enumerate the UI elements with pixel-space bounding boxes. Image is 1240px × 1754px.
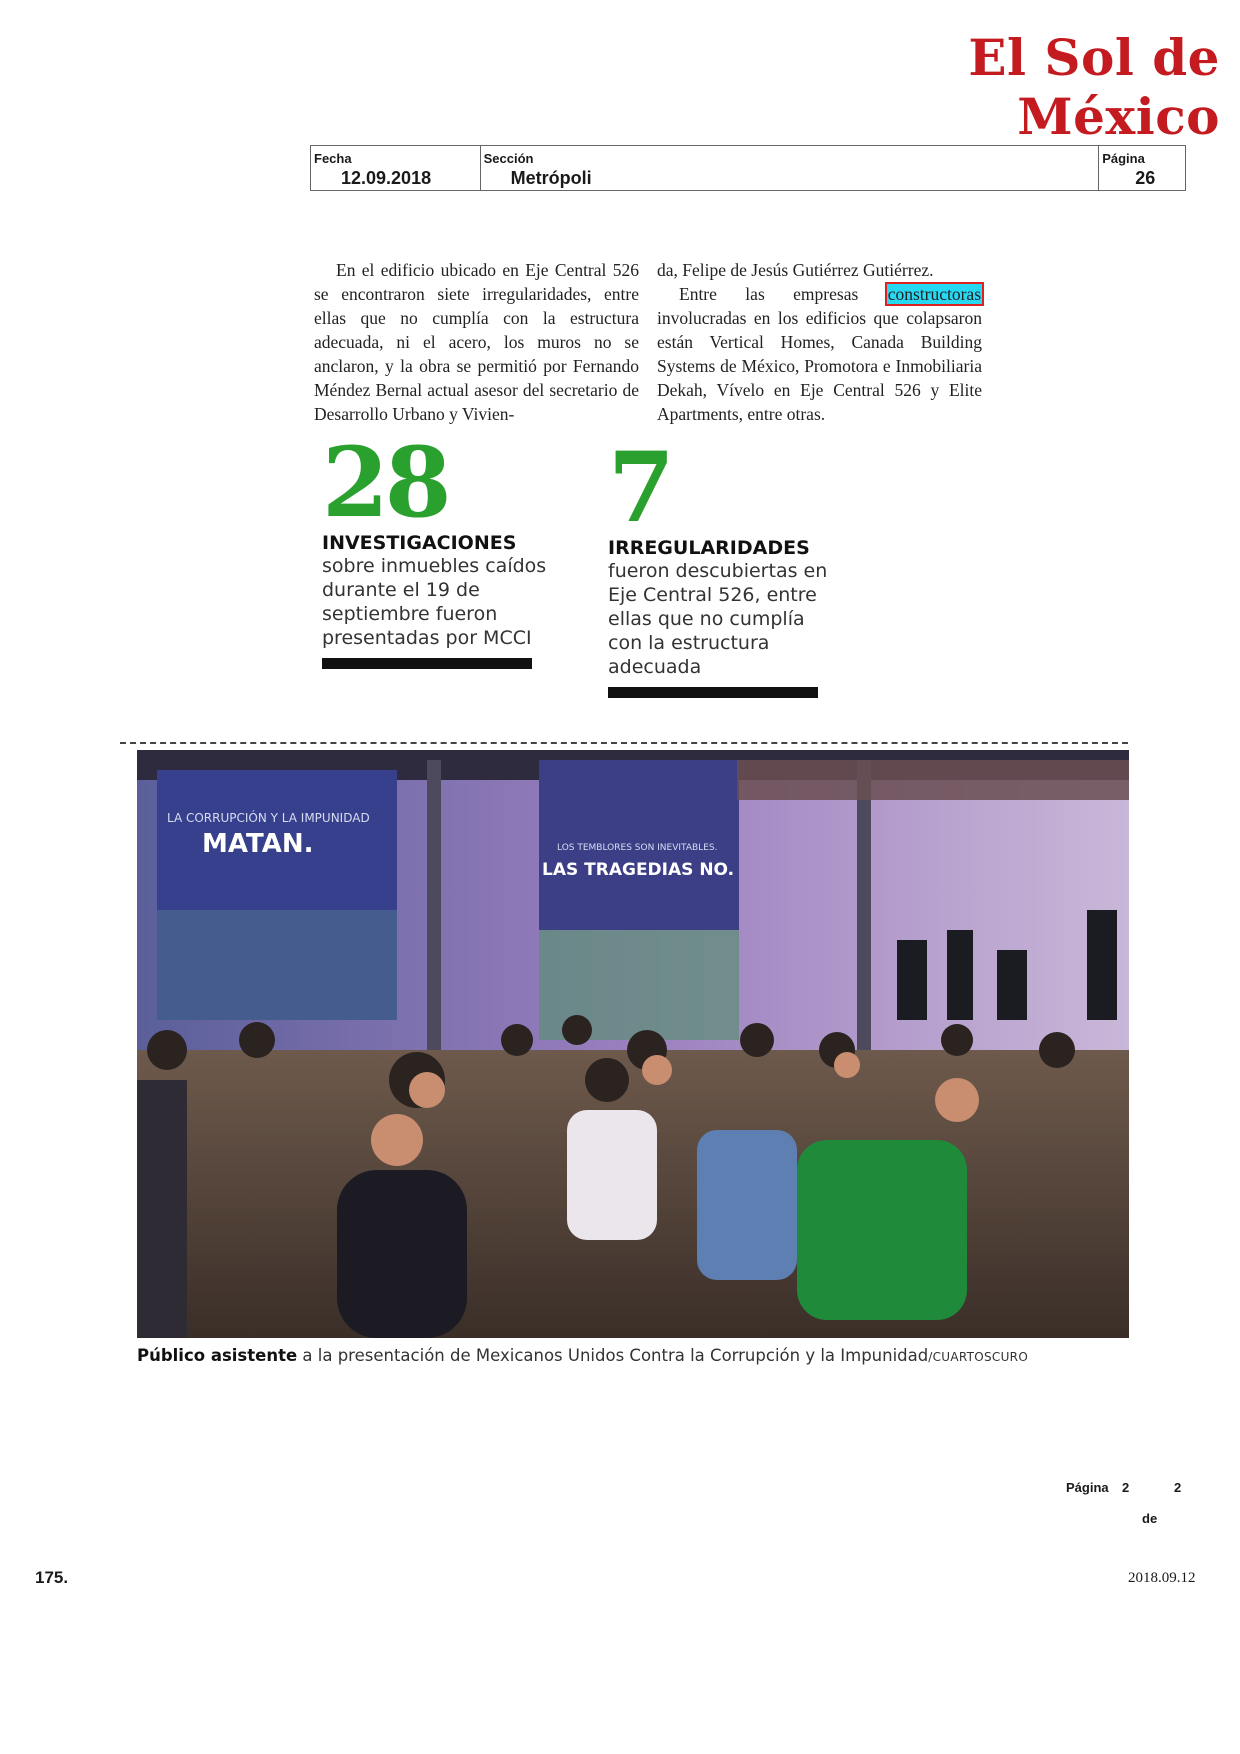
masthead-logo: El Sol de México bbox=[968, 28, 1220, 146]
banner-center-big-text: LAS TRAGEDIAS NO. bbox=[542, 860, 735, 880]
pagina-label: Página bbox=[1102, 151, 1145, 166]
stat-title: INVESTIGACIONES bbox=[322, 532, 517, 554]
pagina-value: 26 bbox=[1135, 168, 1156, 188]
paragraph-3-rest: involucradas en los edificios que colapsaron están Vertical Homes, Canada Building Systems de México, Promotora e Inmobiliaria Dekah, Vívelo en Eje Central 526 y Elite Apartments, entre otras. bbox=[657, 308, 982, 424]
footer-date: 2018.09.12 bbox=[1128, 1570, 1196, 1586]
stat-underline-bar bbox=[608, 687, 818, 698]
fecha-value: 12.09.2018 bbox=[341, 168, 432, 188]
attendee-green-jacket bbox=[797, 1140, 967, 1320]
caption-bold: Público asistente bbox=[137, 1346, 298, 1365]
banner-left-photo bbox=[157, 910, 397, 1020]
attendee-foreground bbox=[337, 1170, 467, 1338]
stat-number: 7 bbox=[608, 431, 671, 544]
photo-caption bbox=[137, 1346, 1028, 1365]
column-post bbox=[427, 760, 441, 1080]
stat-description: fueron descubiertas en Eje Central 526, entre ellas que no cumplía con la estructura adecuada bbox=[608, 560, 828, 678]
attendee-denim-jacket bbox=[697, 1130, 797, 1280]
pagina-cell bbox=[1099, 146, 1185, 190]
clipping-meta-table bbox=[310, 145, 1186, 191]
article-paragraph-3 bbox=[657, 282, 982, 426]
chair-row-left bbox=[137, 1080, 187, 1338]
seccion-value: Metrópoli bbox=[510, 168, 592, 188]
article-column-1 bbox=[314, 258, 639, 426]
caption-credit: /CUARTOSCURO bbox=[928, 1350, 1029, 1364]
footer-pagina-num: 2 bbox=[1122, 1480, 1130, 1495]
banner-left-big-text: MATAN. bbox=[202, 829, 314, 859]
stat-title: IRREGULARIDADES bbox=[608, 537, 810, 559]
seccion-label: Sección bbox=[483, 151, 534, 166]
column-post bbox=[857, 760, 871, 1070]
attendee-striped-shirt bbox=[567, 1110, 657, 1240]
article-paragraph-2: da, Felipe de Jesús Gutiérrez Gutiérrez. bbox=[657, 260, 934, 280]
article-column-2 bbox=[657, 258, 982, 426]
photo-top-rule bbox=[120, 742, 1128, 744]
banner-left-small-text: LA CORRUPCIÓN Y LA IMPUNIDAD bbox=[167, 811, 370, 825]
article-paragraph-1: En el edificio ubicado en Eje Central 526 se encontraron siete irregularidades, entre ellas que no cumplía con la estructura adecuada, ni el acero, los muros no se anclaron, y la obra se permitió por Fernando Méndez Bernal actual asesor del secretario de Desarrollo Urbano y Vivien- bbox=[314, 260, 639, 424]
caption-text: a la presentación de Mexicanos Unidos Contra la Corrupción y la Impunidad bbox=[297, 1346, 929, 1365]
event-photo bbox=[137, 750, 1129, 1338]
search-highlight: constructoras bbox=[887, 284, 982, 304]
footer-total-num: 2 bbox=[1174, 1480, 1182, 1495]
paragraph-3-start: Entre las empresas bbox=[679, 284, 859, 304]
stat-number: 28 bbox=[322, 426, 448, 539]
footer-de-label: de bbox=[1142, 1511, 1158, 1526]
stat-description: sobre inmuebles caídos durante el 19 de septiembre fueron presentadas por MCCI bbox=[322, 555, 547, 649]
event-photo-illustration bbox=[137, 750, 1129, 1338]
footer-pagina-label: Página bbox=[1066, 1480, 1109, 1495]
stat-underline-bar bbox=[322, 658, 532, 669]
stat-block-irregularidades bbox=[608, 431, 828, 698]
seccion-cell bbox=[481, 146, 1100, 190]
fecha-label: Fecha bbox=[314, 151, 352, 166]
fecha-cell bbox=[311, 146, 481, 190]
stat-block-investigaciones bbox=[322, 426, 547, 669]
banner-center-small-text: LOS TEMBLORES SON INEVITABLES. bbox=[557, 843, 718, 853]
footer-code: 175. bbox=[35, 1568, 69, 1587]
truss-beam bbox=[737, 760, 1129, 800]
